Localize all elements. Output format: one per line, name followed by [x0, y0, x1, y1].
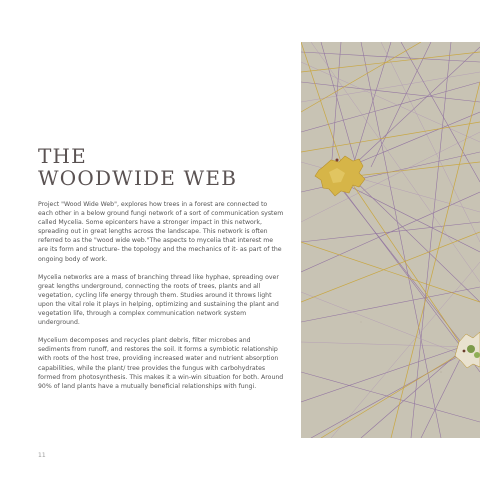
paragraph-3: Mycelium decomposes and recycles plant debris, filter microbes and sediments from runoff, and restores the soil. It forms a symbiotic relationship with roots of the host tree, providing increased water and nutrient absorption capabilities, while the plant/ tree provides the fungus with carbohydrates formed from photosynthesis. This makes it a win-win situation for both. Around 90% of land plants have a mutually beneficial relationships with fungi.	[38, 337, 284, 390]
page-title	[38, 145, 237, 189]
page-number: 11	[38, 452, 46, 459]
title-line-1: THE	[38, 144, 87, 168]
title-line-2: WOODWIDE WEB	[38, 166, 238, 190]
paragraph-2: Mycelia networks are a mass of branching thread like hyphae, spreading over great lengths underground, connecting the roots of trees, plants and all vegetation, cycling life energy through them. Studies around it throws light upon the vital role it plays in helping, optimizing and sustaining the plant and vegetation life, through a complex communication network system underground.	[38, 273, 279, 327]
body-text	[38, 200, 284, 400]
mycelium-network-illustration	[301, 42, 480, 438]
mycelium-artwork-image	[301, 42, 480, 438]
paragraph-1: Project "Wood Wide Web", explores how trees in a forest are connected to each other in a below ground fungi network of a sort of communication system called Mycelia. Some epicenters have a stronger impact in this network, spreading out in great lengths across the landscape. This network is often referred to as the "wood wide web."The aspects to mycelia that interest me are its form and structure- the topology and the mechanics of it- as part of the ongoing body of work.	[38, 201, 284, 263]
